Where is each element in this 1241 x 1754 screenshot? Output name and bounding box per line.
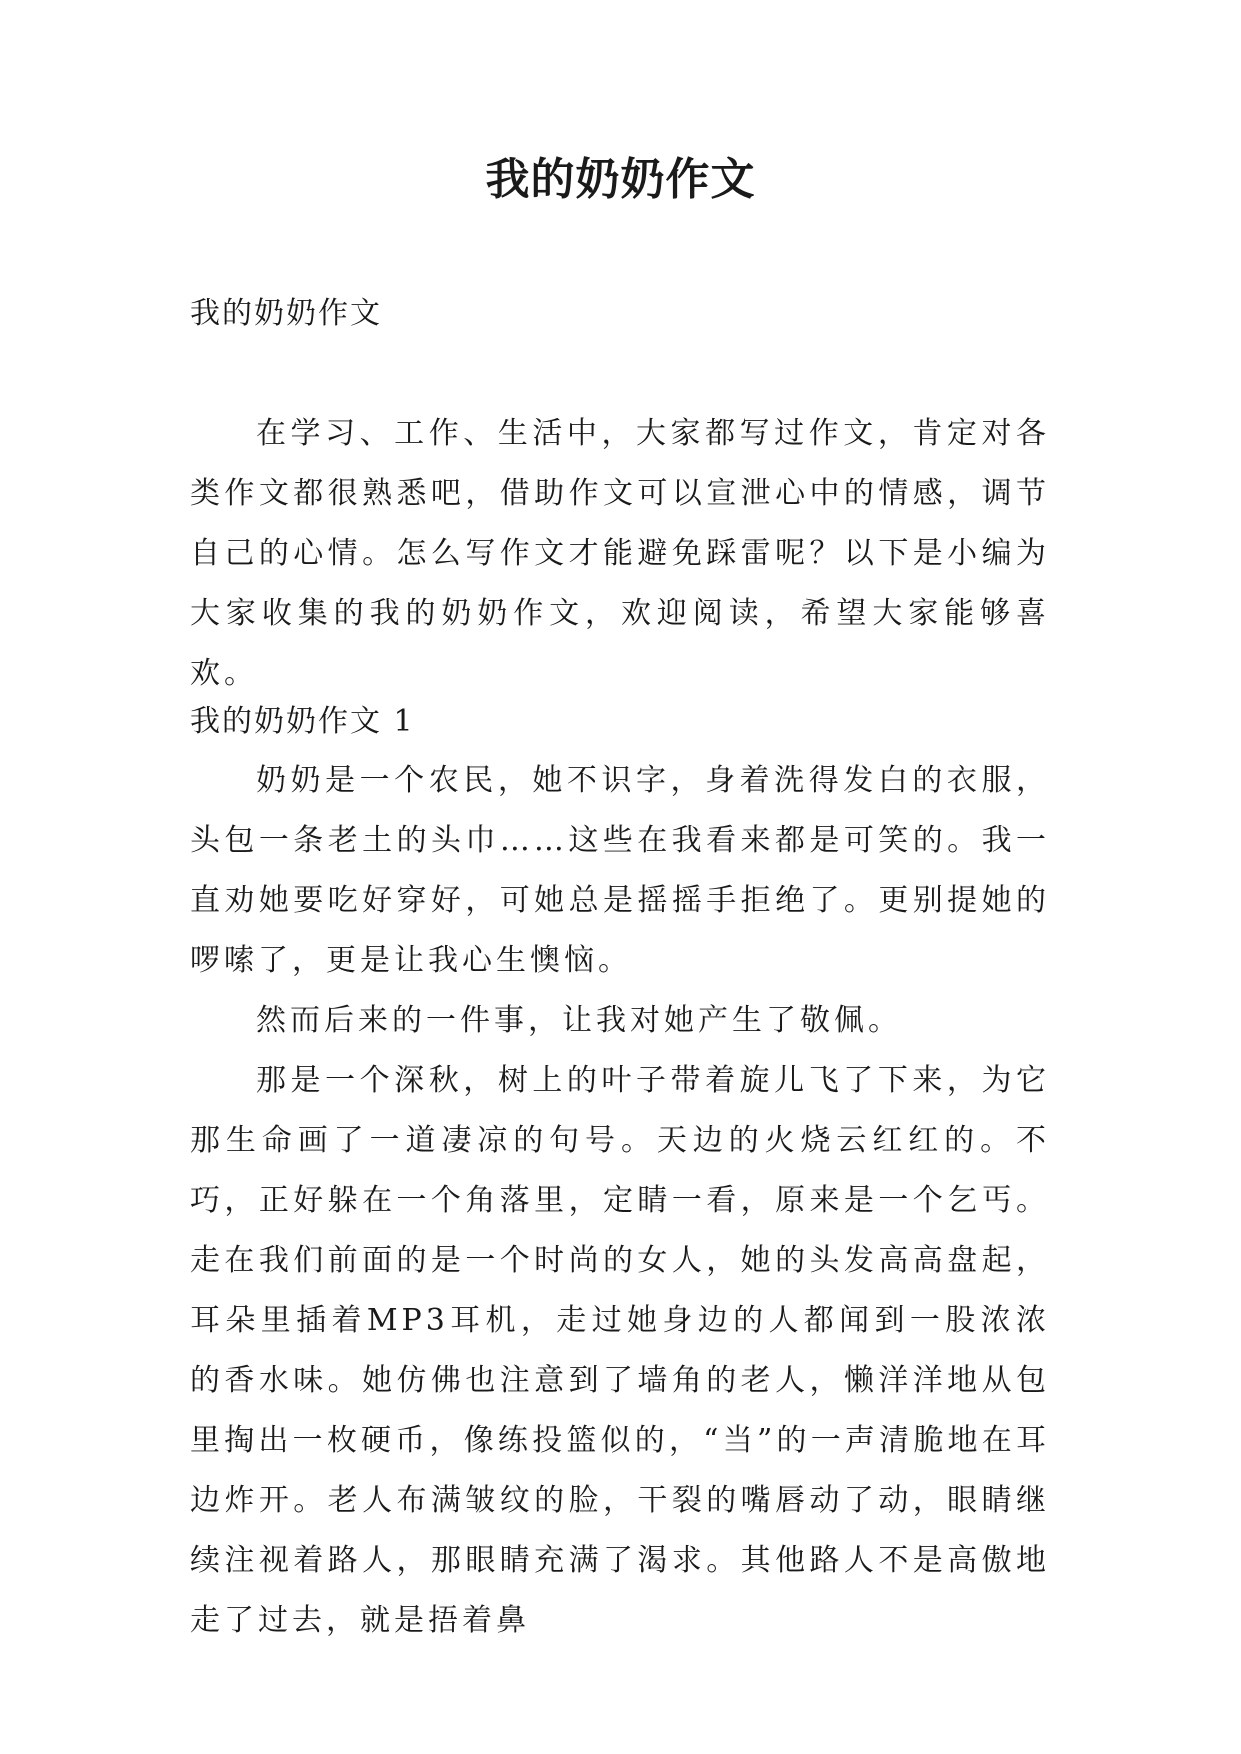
body-paragraph-3: 那是一个深秋，树上的叶子带着旋儿飞了下来，为它那生命画了一道凄凉的句号。天边的火烧云红红的。不巧，正好躲在一个角落里，定睛一看，原来是一个乞丐。走在我们前面的是一个时尚的女人，她的头发高高盘起，耳朵里插着MP3耳机，走过她身边的人都闻到一股浓浓的香水味。她仿佛也注意到了墙角的老人，懒洋洋地从包里掏出一枚硬币，像练投篮似的，“当”的一声清脆地在耳边炸开。老人布满皱纹的脸，干裂的嘴唇动了动，眼睛继续注视着路人，那眼睛充满了渴求。其他路人不是高傲地走了过去，就是捂着鼻 bbox=[190, 1063, 1050, 1638]
body-paragraph-1: 奶奶是一个农民，她不识字，身着洗得发白的衣服，头包一条老土的头巾……这些在我看来都是可笑的。我一直劝她要吃好穿好，可她总是摇摇手拒绝了。更别提她的啰嗦了，更是让我心生懊恼。 bbox=[190, 763, 1050, 978]
document-subtitle: 我的奶奶作文 bbox=[190, 296, 382, 331]
document-title: 我的奶奶作文 bbox=[485, 154, 756, 205]
body-paragraph-2: 然而后来的一件事，让我对她产生了敬佩。 bbox=[256, 1003, 902, 1038]
section-body bbox=[190, 751, 1050, 1651]
intro-paragraph: 在学习、工作、生活中，大家都写过作文，肯定对各类作文都很熟悉吧，借助作文可以宣泄心中的情感，调节自己的心情。怎么写作文才能避免踩雷呢？以下是小编为大家收集的我的奶奶作文，欢迎阅读，希望大家能够喜欢。 bbox=[190, 416, 1050, 691]
section-heading: 我的奶奶作文 1 bbox=[190, 704, 415, 739]
